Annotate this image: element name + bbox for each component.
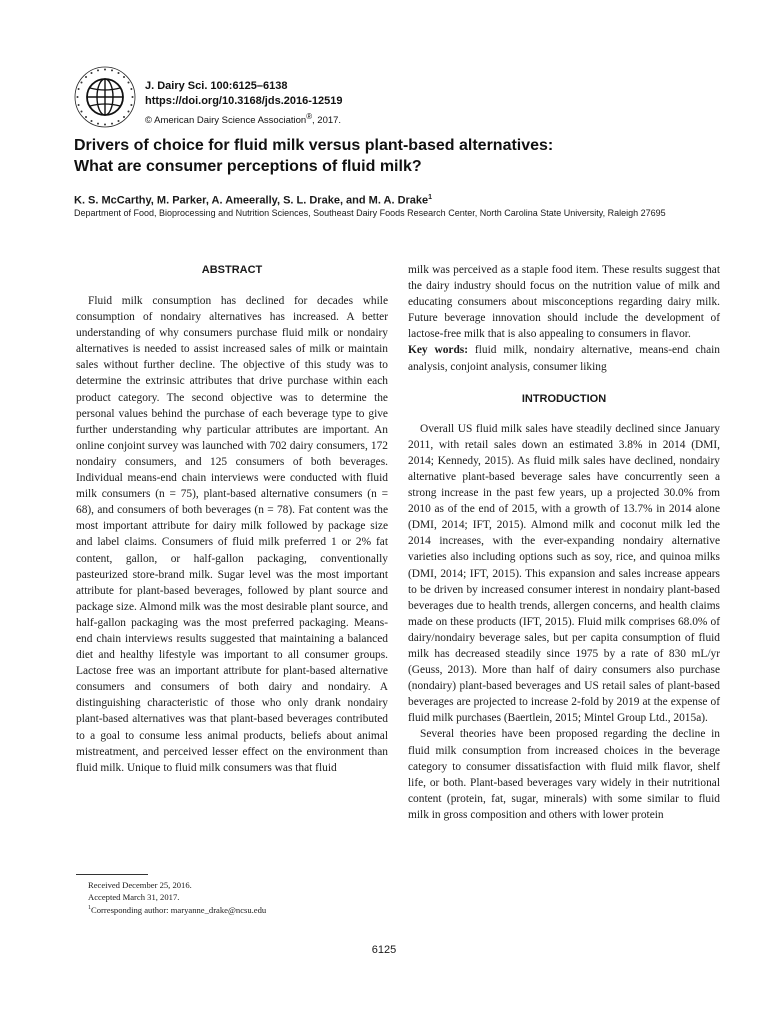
keywords: Key words: fluid milk, nondairy alternative, means-end chain analysis, conjoint analysis, consumer liking	[408, 344, 720, 373]
introduction-paragraph-2: Several theories have been proposed regarding the decline in fluid milk consumption from increased choices in the beverage category to consumer dissatisfaction with fluid milk flavor, shelf life, or both. Plant-based beverages vary widely in their nutritional content (protein, fat, sugar, minerals) with some similar to fluid milk in gross composition and others with lower protein	[408, 728, 720, 821]
title-line-2: What are consumer perceptions of fluid milk?	[74, 158, 422, 175]
abstract-heading: ABSTRACT	[201, 264, 263, 276]
society-seal-logo	[74, 66, 136, 128]
author-footnote-marker: 1	[428, 194, 433, 201]
introduction-paragraph-1: Overall US fluid milk sales have steadily declined since January 2011, with retail sales down an estimated 3.8% in 2014 (DMI, 2014; Kennedy, 2015). As fluid milk sales have declined, nondairy alternative plant-based beverage sales have concurrently seen a strong increase in the past few years, up a projected 30.0% from 2010 as of the end of 2015, with a growth of 13.7% in 2014 alone (DMI, 2014; IFT, 2015). Almond milk and coconut milk led the 2014 increases, with the ever-expanding nondairy alternative varieties also including options such as soy, rice, and quinoa milks (DMI, 2014; IFT, 2015). This expansion and sales increase appears to be driven by increased consumer interest in nondairy plant-based beverages due to health trends, allergen concerns, and health claims made on these products (IFT, 2015). Fluid milk comprises 68.0% of dairy/nondairy beverage sales, but per capita consumption of fluid milk has decreased steadily since 1975 by a rate of 830 mL/yr (Geuss, 2013). More than half of dairy consumers also purchase (nondairy) plant-based beverages and US retail sales of plant-based beverages are projected to increase 2-fold by 2019 at the expense of fluid milk purchases (Baertlein, 2015; Mintel Group Ltd., 2015a).	[408, 422, 720, 725]
article-title	[74, 135, 704, 177]
left-column	[76, 262, 388, 776]
title-line-1: Drivers of choice for fluid milk versus plant-based alternatives:	[74, 137, 554, 154]
copyright-notice: © American Dairy Science Association®, 2017.	[145, 112, 342, 127]
footnote-divider	[76, 874, 148, 875]
journal-reference	[145, 79, 342, 128]
abstract-text: Fluid milk consumption has declined for decades while consumption of nondairy alternatives has increased. A better understanding of why consumers purchase fluid milk or nondairy alternatives is needed to assist increased sales of milk or maintain sales without further decline. The objective of this study was to determine the extrinsic attributes that drive purchase within each product category. The second objective was to determine the personal values behind the purchase of each beverage type to give further understanding why particular attributes are important. An online conjoint survey was launched with 702 dairy consumers, 172 nondairy consumers, and 125 consumers of both beverages. Individual means-end chain interviews were conducted with fluid milk consumers (n = 75), plant-based alternative consumers (n = 68), and consumers of both beverages (n = 78). Fat content was the most important attribute for dairy milk followed by package size and label claims. Consumers of fluid milk preferred 1 or 2% fat content, gallon, or half-gallon packaging, conventionally pasteurized store-brand milk. Sugar level was the most important attribute for plant-based beverages, followed by plant source and package size. Almond milk was the most desirable plant source, and half-gallon packaging was the most preferred packaging. Means-end chain interviews results suggested that maintaining a balanced diet and healthy lifestyle was important to all consumer groups. Lactose free was an important attribute for plant-based alternative consumers and consumers of both dairy and nondairy. A distinguishing characteristic of those who only drank nondairy plant-based alternatives was that plant-based beverages contributed to a goal to consume less animal products, beliefs about animal mistreatment, and perceived lesser effect on the environment than fluid milk. Unique to fluid milk consumers was that fluid	[76, 295, 388, 774]
doi-link[interactable]: https://doi.org/10.3168/jds.2016-12519	[145, 95, 343, 107]
journal-citation: J. Dairy Sci. 100:6125–6138	[145, 80, 288, 92]
page-number: 6125	[371, 944, 397, 956]
author-list: K. S. McCarthy, M. Parker, A. Ameerally, S. L. Drake, and M. A. Drake$^1$	[74, 194, 433, 207]
keywords-label: Key words:	[408, 344, 469, 357]
affiliation: Department of Food, Bioprocessing and Nutrition Sciences, Southeast Dairy Foods Research Center, North Carolina State University, Raleigh 27695	[74, 208, 666, 218]
accepted-date: Accepted March 31, 2017.	[88, 891, 180, 902]
abstract-text-continued: milk was perceived as a staple food item. These results suggest that the dairy industry should focus on the nutrition value of milk and educating consumers about misconceptions regarding dairy milk. Future beverage innovation should include the development of lactose-free milk that is also appealing to consumers in flavor.	[408, 264, 720, 341]
introduction-heading: INTRODUCTION	[521, 392, 607, 405]
footnotes	[88, 880, 266, 916]
received-date: Received December 25, 2016.	[88, 880, 192, 890]
right-column	[408, 262, 720, 823]
corresponding-author: $^1$Corresponding author: maryanne_drake@ncsu.edu	[88, 904, 267, 915]
